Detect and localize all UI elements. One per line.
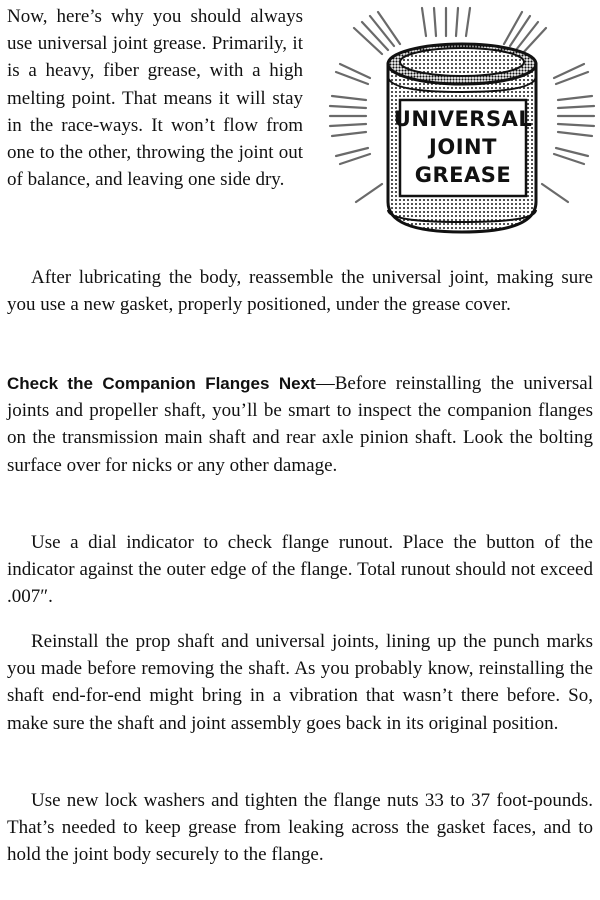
paragraph-reassemble: After lubricating the body, reassemble the universal joint, making sure you use a new gasket, properly positioned, under the grease cover.: [7, 267, 593, 316]
can-label-line1: UNIVERSAL: [393, 107, 533, 131]
paragraph-reinstall-shaft: Reinstall the prop shaft and universal joints, lining up the punch marks you made before removing the shaft. As you probably know, reinstalling the shaft end-for-end might bring in a vibration that wasn’t there before. So, make sure the shaft and joint assembly goes back in its original position.: [7, 631, 593, 734]
section-heading: Check the Companion Flanges Next: [7, 374, 316, 393]
grease-can: [388, 44, 536, 232]
can-label-line3: GREASE: [414, 163, 512, 187]
paragraph-lock-washers: Use new lock washers and tighten the flange nuts 33 to 37 foot-pounds. That’s needed to keep grease from leaking across the gasket faces, and to hold the joint body securely to the flange.: [7, 790, 593, 866]
can-label-line2: JOINT: [429, 135, 497, 159]
paragraph-dial-indicator: Use a dial indicator to check flange runout. Place the button of the indicator against the outer edge of the flange. Total runout should not exceed .007″.: [7, 532, 593, 608]
paragraph-companion-flanges-body: —Before reinstalling the universal joints and propeller shaft, you’ll be smart to inspect the companion flanges on the transmission main shaft and rear axle pinion shaft. Look the bolting surface over for nicks or any other damage.: [7, 373, 593, 476]
grease-can-illustration: [326, 6, 598, 238]
paragraph-companion-flanges: [7, 370, 593, 479]
intro-paragraph: Now, here’s why you should always use universal joint grease. Primarily, it is a heavy, fiber grease, with a high melting point. That means it will stay in the race-ways. It won’t flow from one to the other, throwing the joint out of balance, and leaving one side dry.: [7, 6, 303, 191]
